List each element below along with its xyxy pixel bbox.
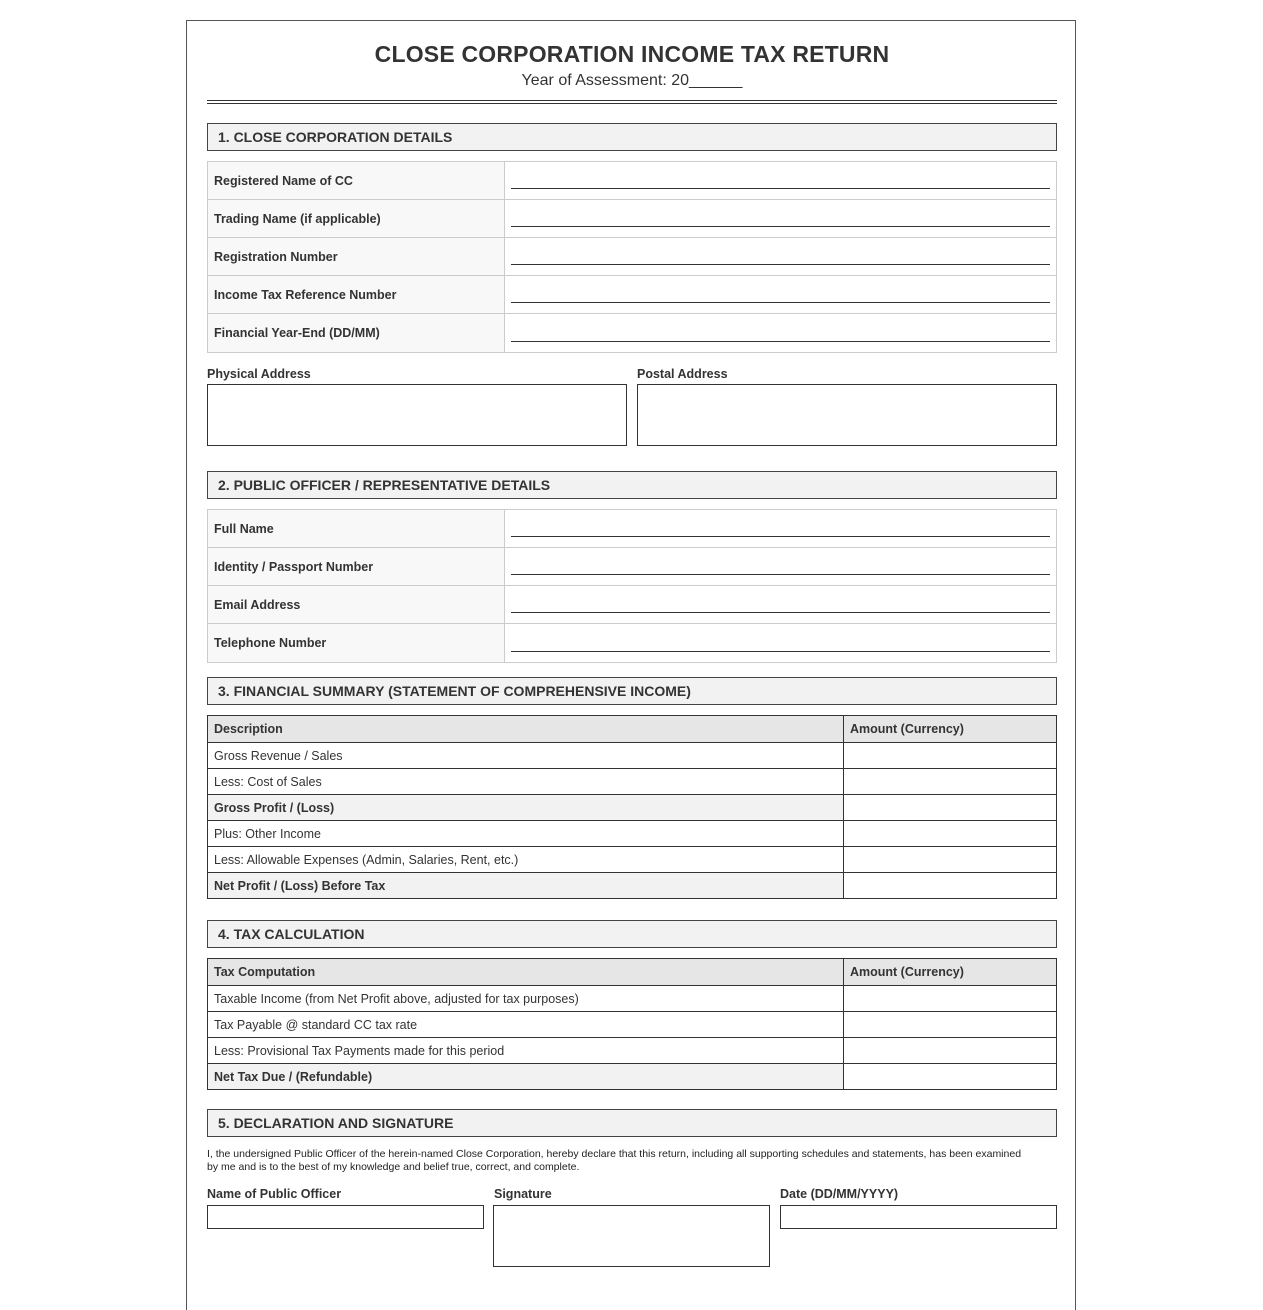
taxable-income-amount-cell[interactable] xyxy=(844,986,1057,1012)
row-description: Tax Payable @ standard CC tax rate xyxy=(208,1012,844,1038)
table-row xyxy=(208,1064,1057,1090)
full-name-field[interactable] xyxy=(505,510,1056,547)
row-description: Gross Revenue / Sales xyxy=(208,743,844,769)
table-row xyxy=(208,1012,1057,1038)
gross-profit-amount-cell[interactable] xyxy=(844,795,1057,821)
gross-revenue-amount-cell[interactable] xyxy=(844,743,1057,769)
table-row xyxy=(208,795,1057,821)
tax-reference-field[interactable] xyxy=(505,276,1056,313)
date-label: Date (DD/MM/YYYY) xyxy=(780,1187,899,1201)
allowable-expenses-amount-cell[interactable] xyxy=(844,847,1057,873)
row-description: Less: Cost of Sales xyxy=(208,769,844,795)
tax-return-page xyxy=(186,20,1076,1310)
page-title: CLOSE CORPORATION INCOME TAX RETURN xyxy=(374,41,890,67)
section-4-heading: 4. TAX CALCULATION xyxy=(207,920,1057,948)
row-description: Gross Profit / (Loss) xyxy=(208,795,844,821)
other-income-amount-cell[interactable] xyxy=(844,821,1057,847)
form-row-registration-number xyxy=(208,238,1056,276)
table-row xyxy=(208,873,1057,899)
tax-calculation-table xyxy=(207,958,1057,1090)
form-row-financial-year-end xyxy=(208,314,1056,352)
financial-year-end-field[interactable] xyxy=(505,314,1056,352)
tax-payable-amount-cell[interactable] xyxy=(844,1012,1057,1038)
date-field[interactable] xyxy=(780,1205,1057,1229)
postal-address-field[interactable] xyxy=(637,384,1057,446)
row-description: Less: Allowable Expenses (Admin, Salaries, Rent, etc.) xyxy=(208,847,844,873)
row-description: Net Profit / (Loss) Before Tax xyxy=(208,873,844,899)
net-profit-amount-cell[interactable] xyxy=(844,873,1057,899)
row-description: Less: Provisional Tax Payments made for this period xyxy=(208,1038,844,1064)
table-row xyxy=(208,1038,1057,1064)
field-label: Telephone Number xyxy=(208,624,505,662)
officer-name-field[interactable] xyxy=(207,1205,484,1229)
telephone-field[interactable] xyxy=(505,624,1056,662)
column-header-tax-computation: Tax Computation xyxy=(208,959,844,986)
section-1-heading: 1. CLOSE CORPORATION DETAILS xyxy=(207,123,1057,151)
officer-name-label: Name of Public Officer xyxy=(207,1187,342,1201)
form-row-trading-name xyxy=(208,200,1056,238)
email-field[interactable] xyxy=(505,586,1056,623)
year-of-assessment: Year of Assessment: 20______ xyxy=(521,72,743,89)
table-header-row xyxy=(208,716,1057,743)
form-row-full-name xyxy=(208,510,1056,548)
section-5-heading: 5. DECLARATION AND SIGNATURE xyxy=(207,1109,1057,1137)
signature-field[interactable] xyxy=(493,1205,770,1267)
table-row xyxy=(208,821,1057,847)
postal-address-label: Postal Address xyxy=(637,367,728,381)
registration-number-field[interactable] xyxy=(505,238,1056,275)
declaration-text: I, the undersigned Public Officer of the herein-named Close Corporation, hereby declare that this return, including all supporting schedules and statements, has been examined by me and is to the best of my knowledge and belief true, correct, and complete. xyxy=(207,1148,1022,1173)
column-header-description: Description xyxy=(208,716,844,743)
section-2-heading: 2. PUBLIC OFFICER / REPRESENTATIVE DETAILS xyxy=(207,471,1057,499)
net-tax-due-amount-cell[interactable] xyxy=(844,1064,1057,1090)
row-description: Taxable Income (from Net Profit above, adjusted for tax purposes) xyxy=(208,986,844,1012)
section-3-heading: 3. FINANCIAL SUMMARY (STATEMENT OF COMPREHENSIVE INCOME) xyxy=(207,677,1057,705)
provisional-tax-amount-cell[interactable] xyxy=(844,1038,1057,1064)
form-row-identity-number xyxy=(208,548,1056,586)
physical-address-field[interactable] xyxy=(207,384,627,446)
trading-name-field[interactable] xyxy=(505,200,1056,237)
field-label: Income Tax Reference Number xyxy=(208,276,505,313)
form-row-registered-name xyxy=(208,162,1056,200)
financial-summary-table xyxy=(207,715,1057,899)
table-row xyxy=(208,986,1057,1012)
column-header-amount: Amount (Currency) xyxy=(844,959,1057,986)
field-label: Email Address xyxy=(208,586,505,623)
table-row xyxy=(208,769,1057,795)
table-row xyxy=(208,847,1057,873)
form-row-email xyxy=(208,586,1056,624)
row-description: Net Tax Due / (Refundable) xyxy=(208,1064,844,1090)
cc-details-grid xyxy=(207,161,1057,353)
column-header-amount: Amount (Currency) xyxy=(844,716,1057,743)
field-label: Trading Name (if applicable) xyxy=(208,200,505,237)
cost-of-sales-amount-cell[interactable] xyxy=(844,769,1057,795)
form-row-telephone xyxy=(208,624,1056,662)
field-label: Registered Name of CC xyxy=(208,162,505,199)
field-label: Full Name xyxy=(208,510,505,547)
header-divider xyxy=(207,100,1057,104)
signature-label: Signature xyxy=(494,1187,552,1201)
registered-name-field[interactable] xyxy=(505,162,1056,199)
row-description: Plus: Other Income xyxy=(208,821,844,847)
identity-number-field[interactable] xyxy=(505,548,1056,585)
officer-details-grid xyxy=(207,509,1057,663)
field-label: Identity / Passport Number xyxy=(208,548,505,585)
table-header-row xyxy=(208,959,1057,986)
field-label: Financial Year-End (DD/MM) xyxy=(208,314,505,352)
physical-address-label: Physical Address xyxy=(207,367,311,381)
table-row xyxy=(208,743,1057,769)
field-label: Registration Number xyxy=(208,238,505,275)
form-row-tax-reference xyxy=(208,276,1056,314)
